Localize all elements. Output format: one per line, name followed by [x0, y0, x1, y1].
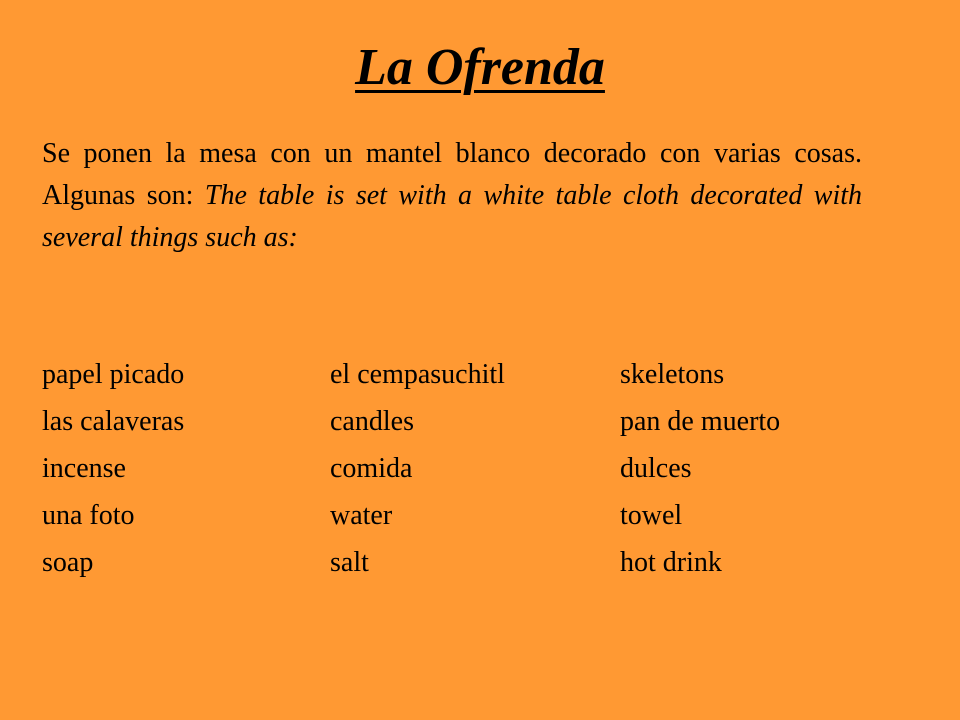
- item-cell: salt: [330, 547, 369, 578]
- item-cell: hot drink: [620, 547, 722, 578]
- item-cell: water: [330, 500, 393, 531]
- items-row: [42, 402, 922, 449]
- item-cell: papel picado: [42, 359, 185, 390]
- intro-paragraph: [42, 133, 862, 259]
- item-cell: skeletons: [620, 359, 725, 390]
- item-cell: el cempasuchitl: [330, 359, 505, 390]
- item-cell: las calaveras: [42, 406, 185, 437]
- item-cell: incense: [42, 453, 126, 484]
- item-cell: soap: [42, 547, 94, 578]
- intro-spanish-text: Se ponen la mesa con un mantel blanco decorado con varias cosas. Algunas son:: [42, 138, 862, 211]
- ofrenda-items-grid: [42, 355, 922, 590]
- items-row: [42, 355, 922, 402]
- slide-title: La Ofrenda: [355, 39, 605, 96]
- item-cell: una foto: [42, 500, 135, 531]
- item-cell: towel: [620, 500, 683, 531]
- items-row: [42, 496, 922, 543]
- intro-english-text: The table is set with a white table cloth decorated with several things such as:: [42, 180, 863, 253]
- item-cell: pan de muerto: [620, 406, 781, 437]
- item-cell: comida: [330, 453, 413, 484]
- items-row: [42, 449, 922, 496]
- item-cell: candles: [330, 406, 414, 437]
- item-cell: dulces: [620, 453, 692, 484]
- items-row: [42, 543, 922, 590]
